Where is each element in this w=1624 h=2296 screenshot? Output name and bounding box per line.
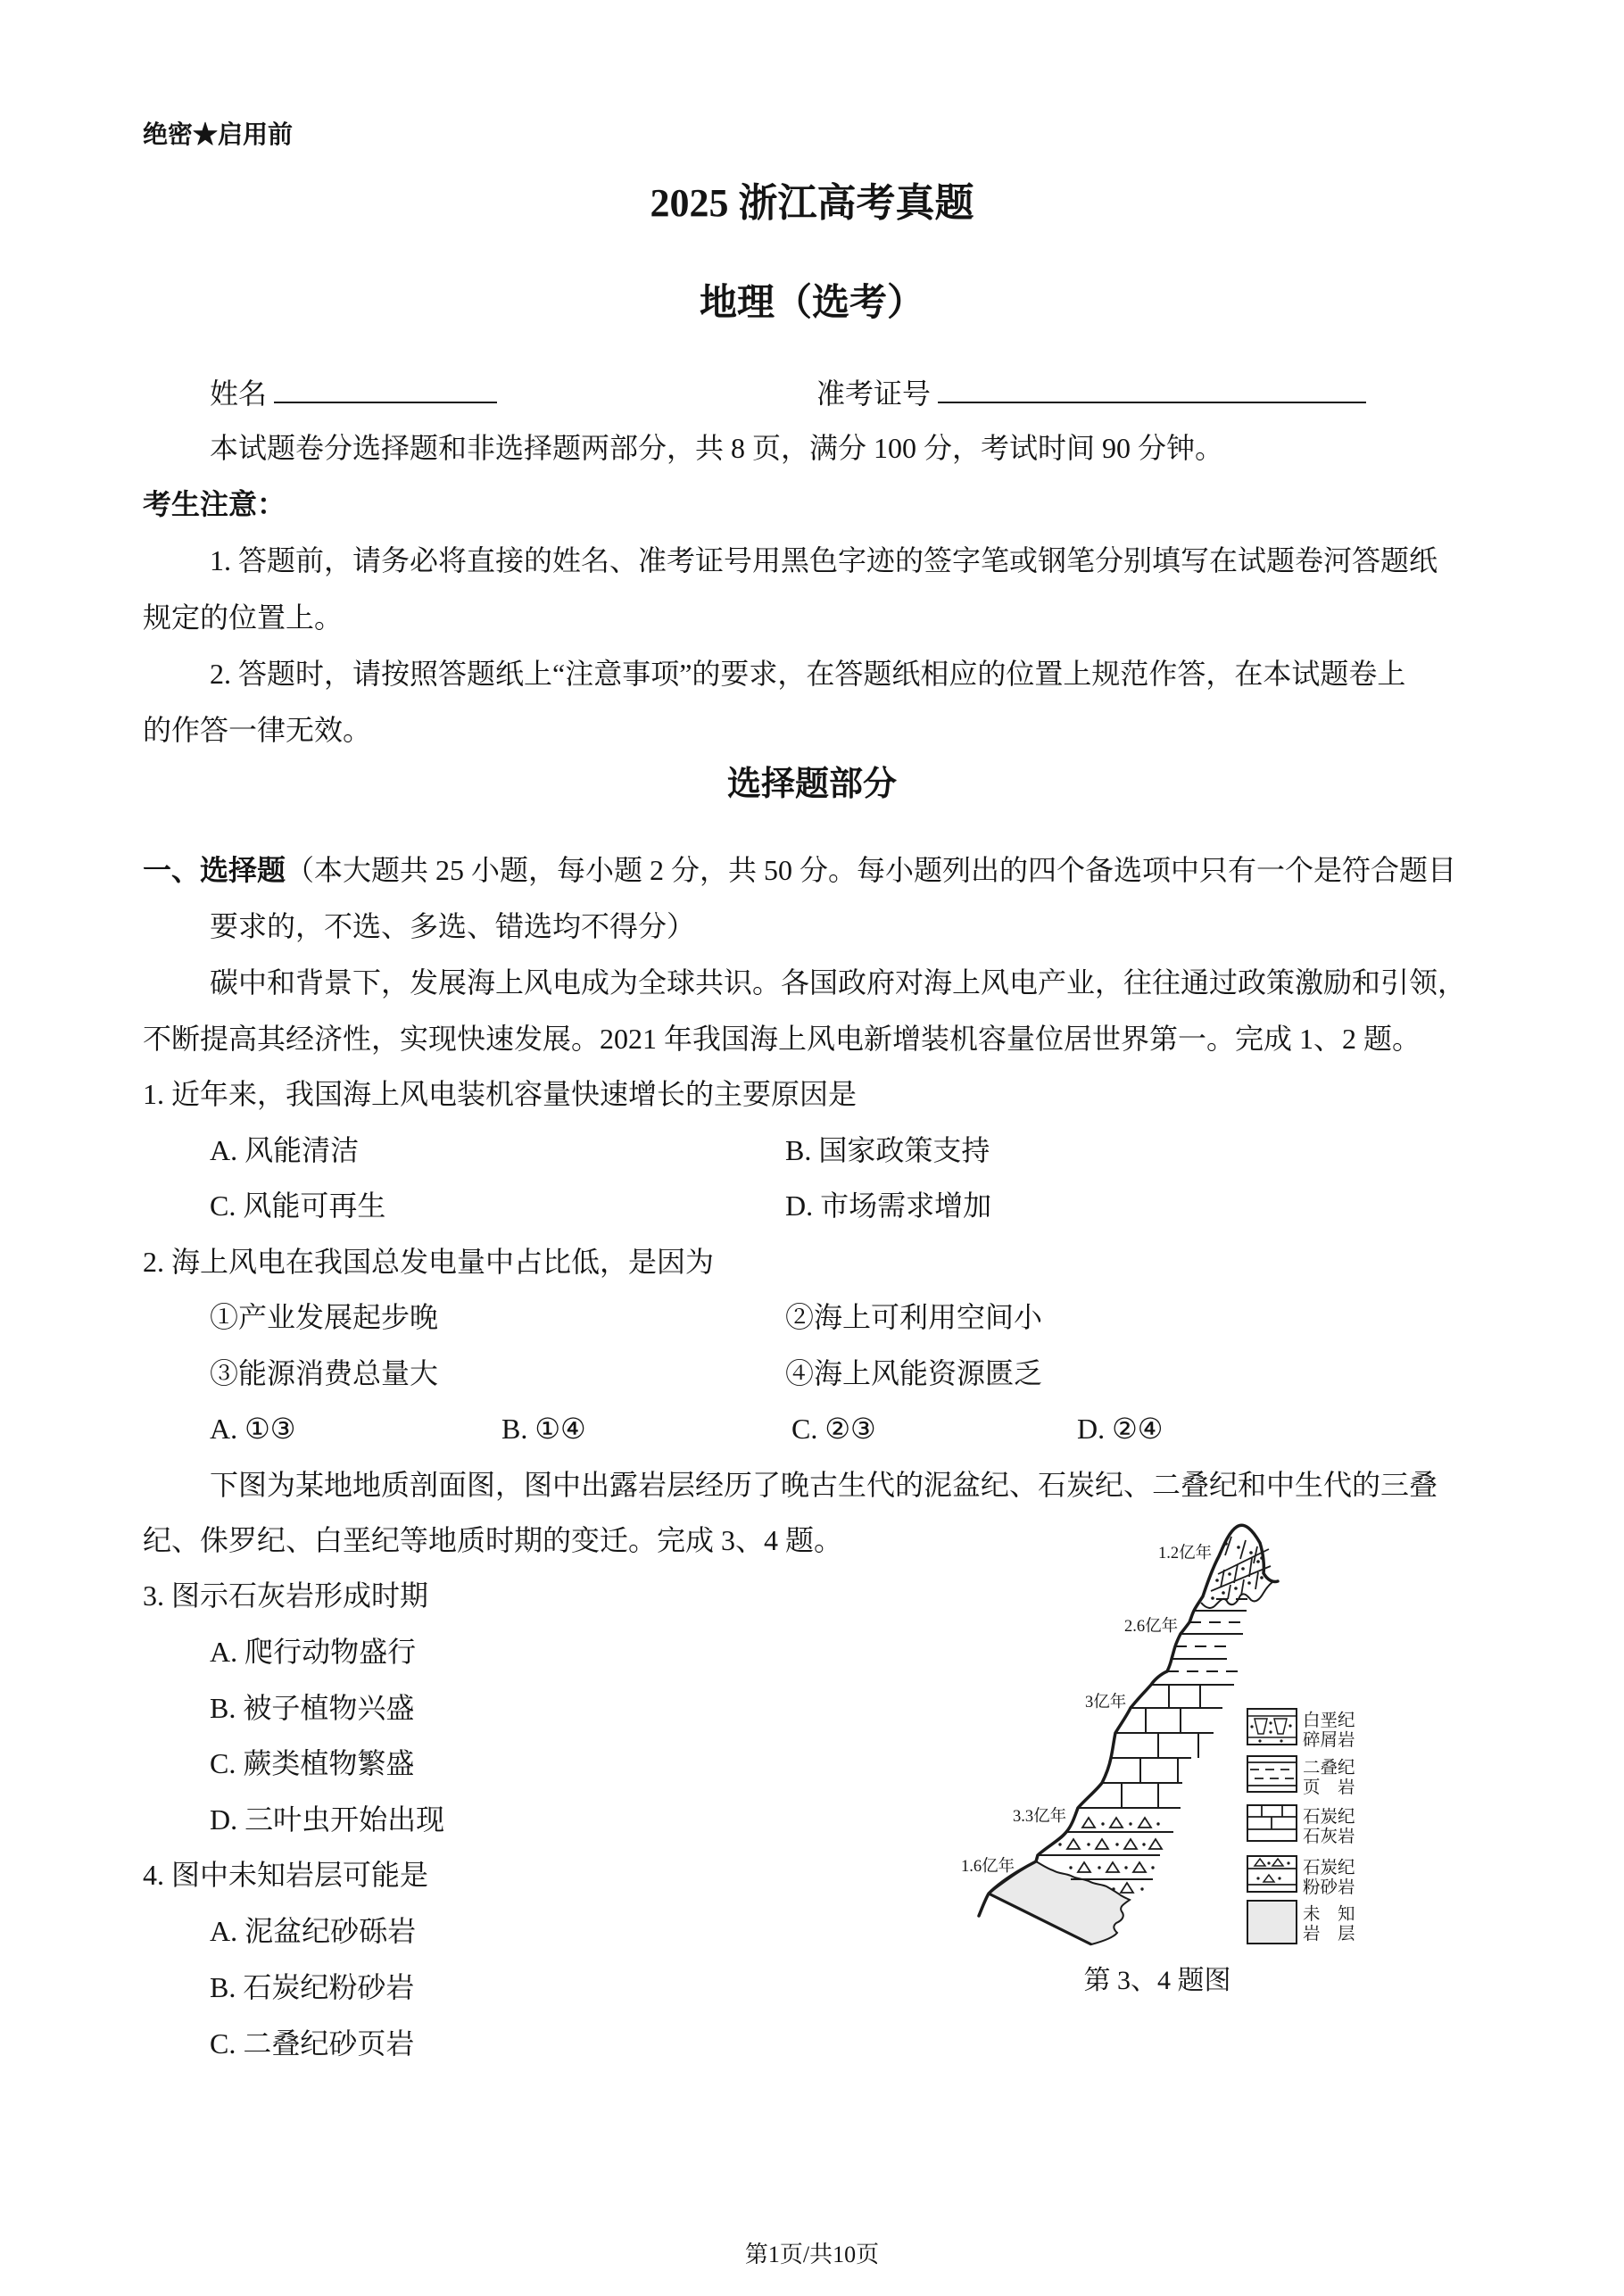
carboniferous-siltstone-layer (1038, 1818, 1173, 1872)
question-1-option-b: B. 国家政策支持 (785, 1134, 990, 1166)
question-2-option-c: C. ②③ (791, 1413, 876, 1445)
age-label-120my: 1.2亿年 (1158, 1545, 1213, 1562)
rubric-rest: （本大题共 25 小题，每小题 2 分，共 50 分。每小题列出的四个备选项中只有一个是符合题目 (286, 854, 1457, 886)
legend-label-unknown-line2: 岩 层 (1303, 1925, 1355, 1944)
legend-swatch-carboniferous-limestone (1247, 1805, 1297, 1841)
question-1-option-d: D. 市场需求增加 (785, 1189, 992, 1222)
admission-label: 准考证号 (816, 377, 932, 410)
question-3-option-b: B. 被子植物兴盛 (210, 1692, 415, 1724)
rubric-lead: 一、选择题 (143, 854, 286, 886)
legend-label-unknown-line1: 未 知 (1303, 1905, 1355, 1924)
geology-cross-section-diagram (946, 1517, 1392, 1999)
legend-label-siltstone-line1: 石炭纪 (1303, 1859, 1355, 1877)
rubric-line-1 (143, 854, 1456, 887)
legend-swatch-carboniferous-siltstone (1247, 1856, 1297, 1892)
question-4-stem: 4. 图中未知岩层可能是 (143, 1859, 429, 1891)
page-indicator: 第1页/共10页 (744, 2242, 880, 2267)
q12-intro-line-2: 不断提高其经济性，实现快速发展。2021 年我国海上风电新增装机容量位居世界第一。完成 1、2 题。 (143, 1023, 1421, 1055)
slope-profile-line (979, 1525, 1278, 1916)
name-field (210, 375, 497, 410)
legend-swatch-permian-shale (1247, 1756, 1297, 1792)
age-label-300my: 3亿年 (1085, 1694, 1127, 1712)
age-label-160my: 1.6亿年 (961, 1858, 1015, 1876)
q12-intro-line-1: 碳中和背景下，发展海上风电成为全球共识。各国政府对海上风电产业，往往通过政策激励和引领， (210, 966, 1467, 999)
question-1-option-a: A. 风能清洁 (210, 1134, 360, 1166)
notice-2-line-2: 的作答一律无效。 (143, 714, 372, 746)
question-3-option-d: D. 三叶虫开始出现 (210, 1803, 445, 1836)
q34-intro-line-1: 下图为某地地质剖面图，图中出露岩层经历了晚古生代的泥盆纪、石炭纪、二叠纪和中生代的三叠 (210, 1469, 1438, 1501)
legend-label-limestone-line2: 石灰岩 (1303, 1828, 1355, 1846)
notice-1-line-1: 1. 答题前，请务必将直接的姓名、准考证号用黑色字迹的签字笔或钢笔分别填写在试题卷河答题纸 (210, 544, 1438, 576)
age-label-260my: 2.6亿年 (1124, 1618, 1179, 1636)
question-1-option-c: C. 风能可再生 (210, 1189, 386, 1222)
question-3-option-c: C. 蕨类植物繁盛 (210, 1747, 415, 1779)
legend-swatch-cretaceous-clastic (1247, 1709, 1297, 1745)
name-blank-line (274, 375, 497, 403)
legend-label-cretaceous-line1: 白垩纪 (1303, 1712, 1355, 1730)
name-label: 姓名 (210, 377, 268, 410)
exam-title: 2025 浙江高考真题 (650, 181, 974, 225)
question-2-item-2: ②海上可利用空间小 (785, 1301, 1043, 1333)
legend-label-cretaceous-line2: 碎屑岩 (1303, 1731, 1355, 1750)
notice-2-line-1: 2. 答题时，请按照答题纸上“注意事项”的要求，在答题纸相应的位置上规范作答，在本试题卷上 (210, 658, 1406, 690)
notice-1-line-2: 规定的位置上。 (143, 601, 344, 634)
question-2-option-b: B. ①④ (501, 1413, 586, 1445)
classified-label: 绝密★启用前 (143, 121, 294, 149)
question-4-option-b: B. 石炭纪粉砂岩 (210, 1971, 415, 2003)
question-2-item-1: ①产业发展起步晚 (210, 1301, 439, 1333)
diagram-legend (1247, 1709, 1355, 1944)
question-2-option-a: A. ①③ (210, 1413, 296, 1445)
question-3-stem: 3. 图示石灰岩形成时期 (143, 1579, 429, 1612)
question-2-option-d: D. ②④ (1077, 1413, 1164, 1445)
admission-field (816, 375, 1366, 410)
rubric-line-2: 要求的，不选、多选、错选均不得分） (210, 910, 696, 942)
legend-label-siltstone-line2: 粉砂岩 (1303, 1878, 1355, 1897)
exam-subject: 地理（选考） (699, 283, 924, 324)
q34-intro-line-2: 纪、侏罗纪、白垩纪等地质时期的变迁。完成 3、4 题。 (143, 1524, 843, 1556)
question-4-option-c: C. 二叠纪砂页岩 (210, 2027, 415, 2060)
section-part-title: 选择题部分 (726, 766, 897, 803)
legend-label-permian-line2: 页 岩 (1303, 1778, 1355, 1797)
diagram-caption: 第 3、4 题图 (1083, 1966, 1231, 1995)
question-2-item-4: ④海上风能资源匮乏 (785, 1357, 1043, 1389)
legend-swatch-unknown-layer (1247, 1901, 1297, 1944)
age-label-330my: 3.3亿年 (1013, 1808, 1067, 1826)
legend-label-permian-line1: 二叠纪 (1303, 1759, 1355, 1778)
admission-blank-line (938, 375, 1366, 403)
question-2-stem: 2. 海上风电在我国总发电量中占比低，是因为 (143, 1246, 715, 1278)
question-2-item-3: ③能源消费总量大 (210, 1357, 439, 1389)
legend-label-limestone-line1: 石炭纪 (1303, 1808, 1355, 1827)
paper-info: 本试题卷分选择题和非选择题两部分，共 8 页，满分 100 分，考试时间 90 分钟。 (210, 432, 1224, 464)
question-3-option-a: A. 爬行动物盛行 (210, 1636, 417, 1668)
question-1-stem: 1. 近年来，我国海上风电装机容量快速增长的主要原因是 (143, 1078, 858, 1110)
question-4-option-a: A. 泥盆纪砂砾岩 (210, 1915, 417, 1947)
notice-title: 考生注意： (143, 488, 286, 520)
